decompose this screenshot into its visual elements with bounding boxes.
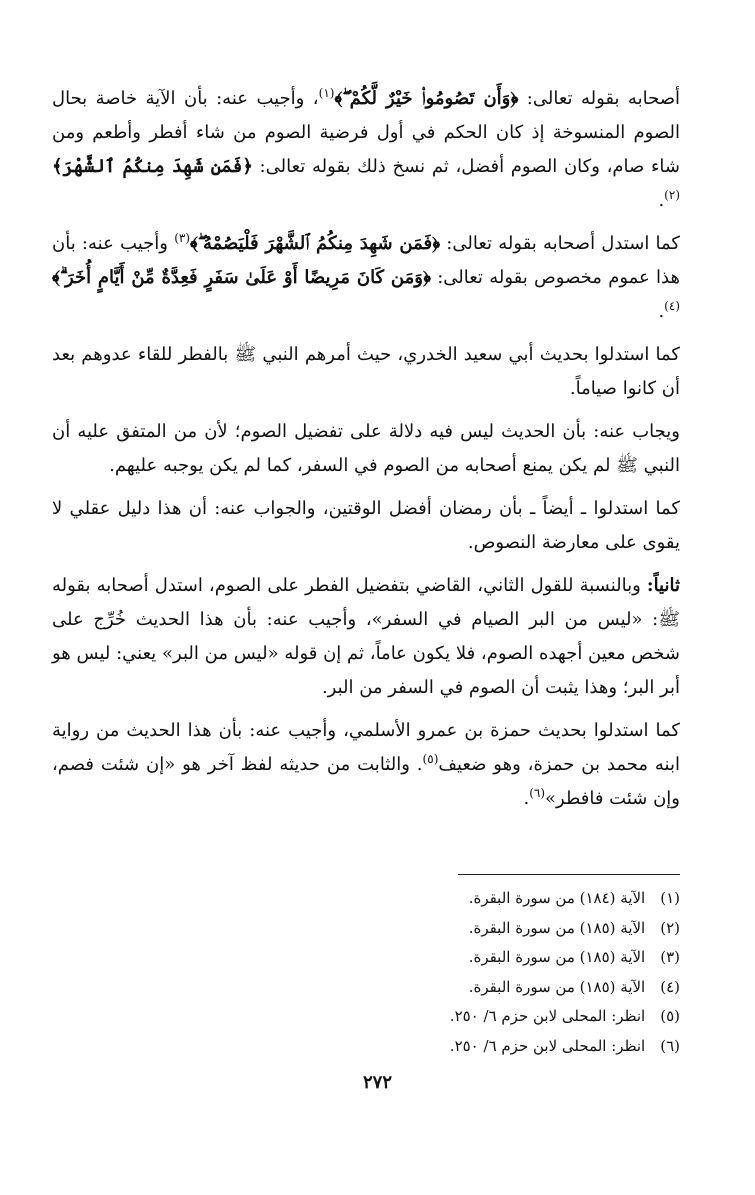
text-segment: . [523,788,530,809]
footnote-6 [280,1032,680,1062]
paragraph-2 [52,227,680,329]
paragraph-6 [52,569,680,705]
footnote-number: (٥) [660,1007,680,1025]
footnote-5 [280,1002,680,1032]
footnote-reference: (٦) [529,786,546,800]
footnote-3 [280,943,680,973]
page-number: ٢٧٢ [362,1072,392,1093]
footnote-number: (٦) [660,1036,680,1055]
paragraph-4 [52,415,680,483]
footnote-reference: (١) [318,86,335,100]
footnote-number: (٢) [660,918,680,937]
footnote-divider [458,874,680,875]
text-segment: كما استدلوا ـ أيضاً ـ بأن رمضان أفضل الوقتين، والجواب عنه: أن هذا دليل عقلي لا يقوى على معارضة النصوص. [52,498,680,553]
footnote-text: الآية (١٨٥) من سورة البقرة. [468,948,646,966]
text-segment: ويجاب عنه: بأن الحديث ليس فيه دلالة على تفضيل الصوم؛ لأن من المتفق عليه أن النبي ﷺ لم يكن يمنع أصحابه من الصوم في السفر، كما لم يكن يوجبه عليهم. [52,421,680,476]
text-segment: . [658,301,665,322]
text-segment: كما استدلوا بحديث حمزة بن عمرو الأسلمي، وأجيب عنه: بأن هذا الحديث من رواية ابنه محمد بن حمزة، وهو ضعيف [52,720,681,775]
footnote-number: (١) [660,889,680,907]
quran-verse: ﴿فَمَن شَهِدَ مِنكُمُ ٱلشَّهْرَ﴾ [52,156,253,177]
paragraph-7 [52,714,680,816]
text-segment: وأجيب عنه: بأن هذا عموم مخصوص بقوله تعالى: [52,233,680,288]
text-segment: كما استدل أصحابه بقوله تعالى: [440,233,681,254]
footnote-number: (٤) [660,977,680,996]
text-segment: . [658,190,665,211]
quran-verse: ﴿وَأَن تَصُومُوا۟ خَيْرٌ لَّكُمْ ۖ﴾ [334,88,519,109]
text-segment: أصحابه بقوله تعالى: [518,88,680,109]
footnote-text: الآية (١٨٤) من سورة البقرة. [468,889,646,907]
quran-verse: ﴿فَمَن شَهِدَ مِنكُمُ ٱلشَّهْرَ فَلْيَصُمْهُ ۖ﴾ [190,233,441,254]
footnote-reference: (٢) [664,188,680,202]
footnotes [280,884,680,1061]
footnote-text: الآية (١٨٥) من سورة البقرة. [468,977,646,996]
text-segment: ، وأجيب عنه: بأن الآية خاصة بحال الصوم المنسوخة إذ كان الحكم في أول فرضية الصوم من شاء أفطر وأطعم ومن شاء صام، وكان الصوم أفضل، ثم نسخ ذلك بقوله تعالى: [52,88,680,177]
footnote-1 [280,884,680,914]
paragraph-5 [52,492,680,560]
paragraph-1 [52,82,680,218]
quran-verse: ﴿وَمَن كَانَ مَرِيضًا أَوْ عَلَىٰ سَفَرٍ فَعِدَّةٌ مِّنْ أَيَّامٍ أُخَرَ ۗ﴾ [52,267,431,288]
footnote-2 [280,914,680,944]
footnote-text: الآية (١٨٥) من سورة البقرة. [468,918,646,937]
footnote-reference: (٣) [174,231,191,245]
footnote-reference: (٥) [422,752,439,766]
footnote-4 [280,973,680,1003]
footnote-number: (٣) [660,948,680,966]
section-marker: ثانياً: [646,575,680,596]
text-segment: وبالنسبة للقول الثاني، القاضي بتفضيل الفطر على الصوم، استدل أصحابه بقوله ﷺ: «ليس من البر الصيام في السفر»، وأجيب عنه: بأن هذا الحديث خُرِّج على شخص معين أجهده الصوم، فلا يكون عاماً، ثم إن قوله «ليس من البر» يعني: ليس هو أبر البر؛ وهذا يثبت أن الصوم في السفر من البر. [52,575,680,698]
paragraph-3 [52,338,680,406]
text-segment: . والثابت من حديثه لفظ آخر هو «إن شئت فصم، وإن شئت فافطر» [52,754,680,809]
footnote-reference: (٤) [664,299,680,313]
footnote-text: انظر: المحلى لابن حزم ٦/ ٢٥٠. [449,1007,646,1025]
footnote-text: انظر: المحلى لابن حزم ٦/ ٢٥٠. [449,1036,646,1055]
text-segment: كما استدلوا بحديث أبي سعيد الخدري، حيث أمرهم النبي ﷺ بالفطر للقاء عدوهم بعد أن كانوا صياماً. [52,344,680,399]
main-text [52,82,680,825]
